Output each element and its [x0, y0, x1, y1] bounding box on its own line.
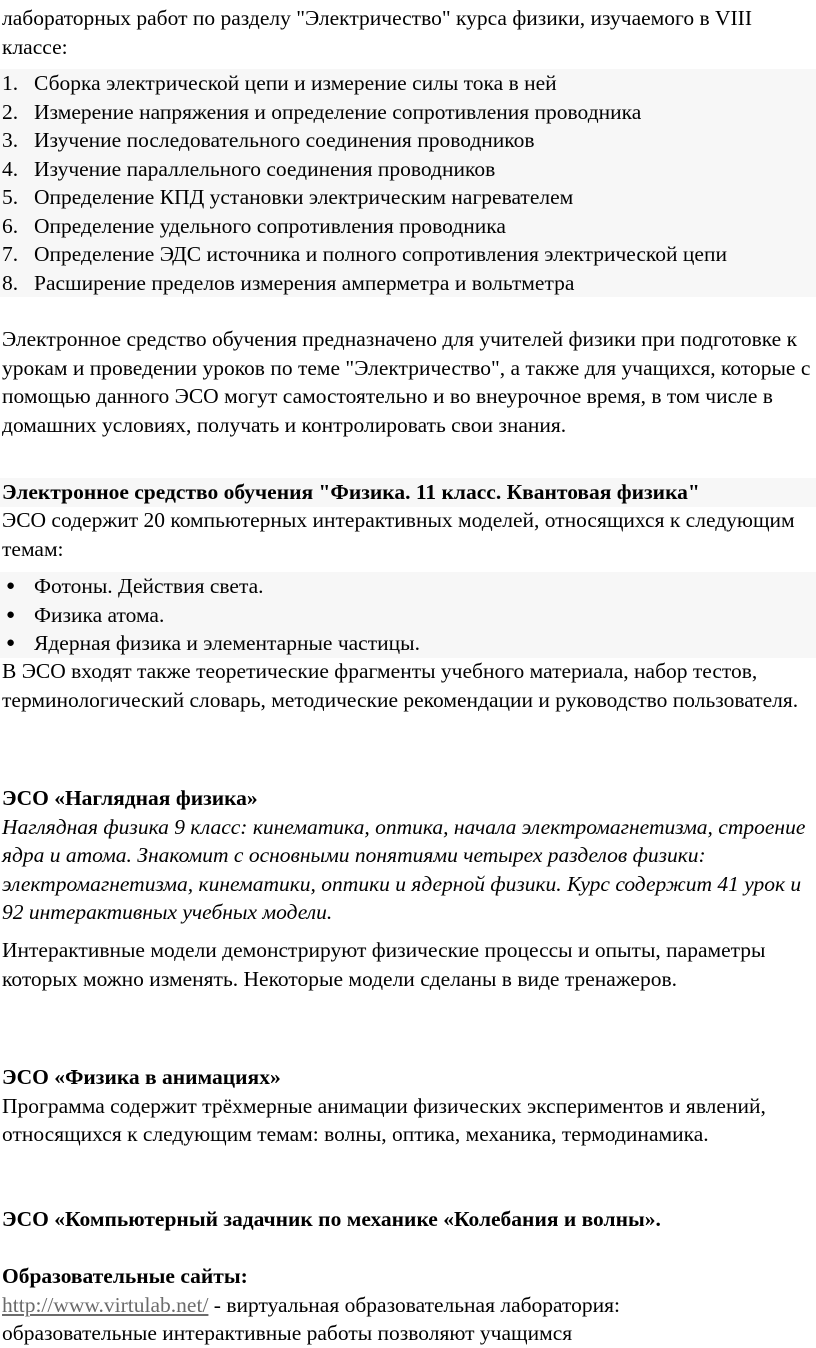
bullet-icon: ●	[6, 578, 16, 594]
list-item-text: Измерение напряжения и определение сопротивления проводника	[34, 99, 642, 124]
eso-electricity-paragraph: Электронное средство обучения предназначено для учителей физики при подготовке к урокам и проведении уроков по теме "Электричество", а также для учащихся, которые с помощью данного ЭСО могут самостоятельно и во внеурочное время, в том числе в домашних условиях, получать и контролировать свои знания.	[2, 327, 811, 437]
lab-list-item	[0, 183, 816, 212]
list-item-text: Определение ЭДС источника и полного сопротивления электрической цепи	[34, 242, 727, 266]
intro-block	[0, 4, 816, 61]
list-item-text: Определение КПД установки электрическим нагревателем	[34, 185, 574, 209]
virtulab-link[interactable]: http://www.virtulab.net/	[2, 1292, 209, 1317]
lab-list-item	[0, 69, 816, 98]
list-number: 5.	[2, 185, 19, 209]
eso-electricity-block	[0, 325, 816, 439]
lab-list	[0, 69, 816, 297]
eso-quantum-outro-block	[0, 657, 816, 714]
topic-list-item	[0, 601, 816, 630]
eso-quantum-topics	[0, 572, 816, 658]
bullet-icon: ●	[6, 635, 16, 651]
bullet-icon: ●	[6, 606, 16, 623]
eso-zadachnik-block	[0, 1205, 816, 1234]
eso-naglyadnaya-block	[0, 784, 816, 927]
eso-quantum-topics-block	[0, 572, 816, 658]
list-number: 1.	[2, 71, 19, 95]
list-item-text: Расширение пределов измерения амперметра и вольтметра	[34, 270, 575, 295]
eso-quantum-intro: ЭСО содержит 20 компьютерных интерактивных моделей, относящихся к следующим темам:	[2, 508, 795, 561]
eso-naglyadnaya-italic-paragraph: Наглядная физика 9 класс: кинематика, оптика, начала электромагнетизма, строение ядра и атома. Знакомит с основными понятиями четырех разделов физики: электромагнетизма, кинематики, оптики и ядерной физики. Курс содержит 41 урок и 92 интерактивных учебных модели.	[2, 814, 806, 924]
topic-list-item	[0, 629, 816, 658]
sites-block	[0, 1262, 816, 1348]
lab-list-item	[0, 212, 816, 241]
list-number: 4.	[2, 156, 19, 181]
eso-zadachnik-heading: ЭСО «Компьютерный задачник по механике «Колебания и волны».	[2, 1207, 661, 1231]
list-number: 6.	[2, 213, 19, 238]
eso-quantum-intro-block	[0, 506, 816, 563]
link-description: - виртуальная образовательная лаборатория:	[208, 1292, 621, 1317]
eso-quantum-heading: Электронное средство обучения "Физика. 11 класс. Квантовая физика"	[2, 480, 700, 504]
lab-list-block	[0, 69, 816, 297]
sites-continuation: образовательные интерактивные работы позволяют учащимся	[2, 1321, 573, 1345]
list-item-text: Изучение параллельного соединения проводников	[34, 156, 496, 181]
lab-list-item	[0, 126, 816, 155]
lab-list-item	[0, 98, 816, 127]
lab-list-item	[0, 155, 816, 184]
list-number: 2.	[2, 99, 19, 124]
topic-text: Ядерная физика и элементарные частицы.	[34, 631, 420, 655]
sites-link-line	[0, 1291, 816, 1320]
list-number: 7.	[2, 242, 19, 266]
list-item-text: Определение удельного сопротивления проводника	[34, 213, 506, 238]
eso-quantum-outro: В ЭСО входят также теоретические фрагменты учебного материала, набор тестов, терминологический словарь, методические рекомендации и руководство пользователя.	[2, 659, 799, 712]
topic-text: Физика атома.	[34, 602, 165, 627]
list-item-text: Изучение последовательного соединения проводников	[34, 128, 535, 152]
eso-quantum-heading-block	[0, 478, 816, 507]
topic-list-item	[0, 572, 816, 601]
list-number: 3.	[2, 128, 19, 152]
list-item-text: Сборка электрической цепи и измерение силы тока в ней	[34, 71, 557, 95]
topic-text: Фотоны. Действия света.	[34, 574, 264, 598]
eso-animations-paragraph: Программа содержит трёхмерные анимации физических экспериментов и явлений, относящихся к следующим темам: волны, оптика, механика, термодинамика.	[2, 1093, 766, 1146]
eso-naglyadnaya-heading: ЭСО «Наглядная физика»	[2, 786, 258, 810]
list-number: 8.	[2, 270, 19, 295]
eso-naglyadnaya-paragraph: Интерактивные модели демонстрируют физические процессы и опыты, параметры которых можно изменять. Некоторые модели сделаны в виде тренажеров.	[2, 938, 766, 991]
lab-list-item	[0, 269, 816, 298]
sites-heading: Образовательные сайты:	[2, 1264, 248, 1288]
intro-paragraph: лабораторных работ по разделу "Электричество" курса физики, изучаемого в VIII классе:	[2, 6, 752, 59]
eso-animations-block	[0, 1063, 816, 1149]
eso-naglyadnaya-text-block	[0, 936, 816, 993]
eso-animations-heading: ЭСО «Физика в анимациях»	[2, 1065, 281, 1089]
lab-list-item	[0, 240, 816, 269]
